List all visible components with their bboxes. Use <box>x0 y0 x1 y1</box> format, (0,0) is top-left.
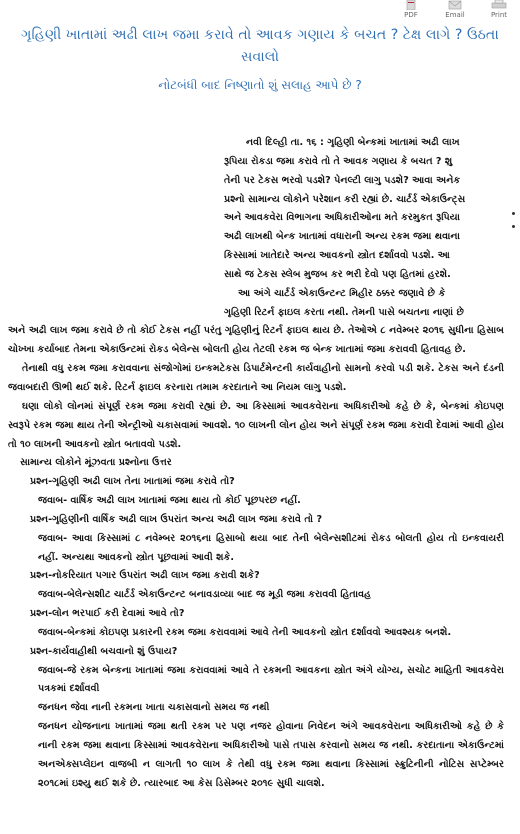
pdf-button[interactable] <box>396 0 426 19</box>
intro-line: કિસ્સામાં ખાતેદારે અન્ય આવકનો સ્ત્રોત દર્શાવવો પડશે. આ <box>224 250 450 262</box>
intro-line: ગૃહિણી રિટર્ન ફાઇલ કરતા નથી. તેમની પાસે બચતના નાણાં છે <box>224 306 464 318</box>
article-body <box>8 134 504 794</box>
pdf-label: PDF <box>404 11 418 19</box>
answer: જવાબ-જે રકમ બેન્કના ખાતામાં જમા કરાવવામાં આવે તે રકમની આવકના સ્ત્રોત અંગે યોગ્ય, સચોટ માહિતી આવકવેરા પત્રકમાં દર્શાવવી <box>38 664 504 695</box>
margin-bullets <box>512 212 515 228</box>
intro-line: અને આવકવેરા વિભાગના અધિકારીઓના મતે કરમુકત રૂપિયા <box>224 212 460 224</box>
bullet-dot <box>512 225 515 228</box>
intro-line: પ્રશ્નો સામાન્ય લોકોને પરેશાન કરી રહ્યાં છે. ચાર્ટર્ડ એકાઉન્ટ્સ <box>224 193 466 205</box>
answer: જવાબ-બેલેન્સશીટ ચાર્ટર્ડ એકાઉન્ટન્ટ બનાવડાવ્યા બાદ જ મૂડી જમા કરાવવી હિતાવહ <box>38 589 372 601</box>
answer: જવાબ- વાર્ષિક અઢી લાખ ખાતામાં જમા થાય તો કોઈ પૂછપરછ નહીં. <box>38 495 301 507</box>
paragraph: ઘણા લોકો લોનમાં સંપૂર્ણ રકમ જમા કરાવી રહ્યાં છે. આ કિસ્સામાં આવકવેરાના અધિકારીઓ કહે છે કે, બેન્કમાં કોઇપણ સ્વરૂપે રકમ જમા થાય તેની એન્ટ્રીઓ ચકાસવામાં આવશે. ૧૦ લાખની લોન હોય અને સંપૂર્ણ રકમ જમા કરાવી દેવામાં આવી હોય તો ૧૦ લાખની આવકનો સ્ત્રોત બતાવવો પડશે. <box>8 400 504 450</box>
question: પ્રશ્ન-લોન ભરપાઈ કરી દેવામાં આવે તો? <box>30 608 185 620</box>
email-button[interactable] <box>440 0 470 19</box>
print-button[interactable] <box>484 0 514 19</box>
answer: જવાબ- આવા કિસ્સામાં ૮ નવેમ્બર ૨૦૧૬ના હિસાબો થયા બાદ તેની બેલેન્સશીટમાં રોકડ બોલતી હોય તો ઇન્કવાયરી નહીં. અન્યથા આવકનો સ્ત્રોત પૂછવામાં આવી શકે. <box>38 532 504 563</box>
section-heading: જનધન જેવા નાની રકમના ખાતા ચકાસવાનો સમય જ નથી <box>38 702 270 714</box>
question: પ્રશ્ન-નોકરિયાત પગાર ઉપરાંત અઢી લાખ જમા કરાવી શકે? <box>30 570 260 582</box>
question: પ્રશ્ન-ગૃહિણી અઢી લાખ તેના ખાતામાં જમા કરાવે તો? <box>30 476 235 488</box>
paragraph: અને અઢી લાખ જમા કરાવે છે તો કોઈ ટેકસ નહીં પરંતુ ગૃહિણીનું રિટર્ન ફાઇલ થાય છે. તેઓએ ૮ નવેમ્બર ૨૦૧૬ સુધીના હિસાબ ચોખ્ખા કર્યાબાદ તેમના એકાઉન્ટમાં રોકડ બેલેન્સ બોલતી હોય તેટલી રકમ જ બેન્ક ખાતામાં જમા કરાવવી હિતાવહ છે. <box>8 325 504 356</box>
intro-line: નવી દિલ્હી તા. ૧૬ : ગૃહિણી બેન્કમાં ખાતામાં અઢી લાખ <box>246 137 460 148</box>
article-headline: ગૃહિણી ખાતામાં અઢી લાખ જમા કરાવે તો આવક ગણાય કે બચત ? ટેક્ષ લાગે ? ઉઠતા સવાલો <box>21 27 499 65</box>
intro-column <box>8 134 504 322</box>
email-icon <box>447 0 463 10</box>
print-icon <box>491 0 507 10</box>
email-label: Email <box>445 11 465 19</box>
question: પ્રશ્ન-કાર્યવાહીથી બચવાનો શું ઉપાય? <box>30 645 178 657</box>
pdf-icon <box>403 0 419 10</box>
question: પ્રશ્ન-ગૃહિણીની વાર્ષિક અઢી લાખ ઉપરાંત અન્ય અઢી લાખ જમા કરાવે તો ? <box>30 513 323 525</box>
article-subheadline: નોટબંધી બાદ નિષ્ણાતો શું સલાહ આપે છે ? <box>158 78 362 92</box>
intro-line: અઢી લાખથી બેન્ક ખાતામાં વધારાની અન્ય રકમ જમા થવાના <box>224 231 460 243</box>
paragraph: જનધન યોજનાના ખાતામાં જમા થતી રકમ પર પણ નજર હોવાના નિવેદન અંગે આવકવેરાના અધિકારીઓ કહે છે કે નાની રકમ જમા થવાના કિસ્સામાં આવકવેરાના અધિકારીઓ પાસે તપાસ કરવાનો સમય જ નથી. કરદાતાના એકાઉન્ટમાં અનએક્સપ્લેઇન વાજબી ન લાગતી ૧૦ લાખ કે તેથી વધુ રકમ જમા થવાના કિસ્સામાં સ્ક્રુટિનીની નોટિસ સપ્ટેમ્બર ૨૦૧૮માં ઇશ્યુ થઈ શકે છે. ત્યારબાદ આ કેસ ડિસેમ્બર ૨૦૧૯ સુધી ચાલશે. <box>38 721 504 789</box>
intro-line: તેની પર ટેકસ ભરવો પડશે? પેનલ્ટી લાગુ પડશે? આવા અનેક <box>224 174 461 186</box>
intro-line: સાથે જ ટેકસ સ્લેબ મુજબ કર ભરી દેવો પણ હિતમાં હરશે. <box>224 268 451 280</box>
answer: જવાબ-બેન્કમાં કોઇપણ પ્રકારની રકમ જમા કરાવવામાં આવે તેની આવકનો સ્ત્રોત દર્શાવવો આવશ્યક બનશે. <box>38 626 452 638</box>
intro-line: રૂપિયા રોકડા જમા કરાવે તો તે આવક ગણાય કે બચત ? શુ <box>224 155 453 167</box>
qa-heading: સામાન્ય લોકોને મૂંઝવતા પ્રશ્નોના ઉત્તર <box>20 457 172 469</box>
intro-line: આ અંગે ચાર્ટર્ડ એકાઉન્ટન્ટ મિહીર ઠક્કર જણાવે છે કે <box>238 287 446 299</box>
bullet-dot <box>512 212 515 215</box>
print-label: Print <box>490 11 508 19</box>
share-toolbar <box>396 0 514 19</box>
paragraph: તેનાથી વધુ રકમ જમા કરાવવાના સંજોગોમાં ઇન્કમટેકસ ડિપાર્ટમેન્ટની કાર્યવાહીનો સામનો કરવો પડી શકે. ટેકસ અને દંડની જવાબદારી ઊભી થઈ શકે. રિટર્ન ફાઇલ કરનારા તમામ કરદાતાને આ નિયમ લાગુ પડશે. <box>8 363 504 393</box>
